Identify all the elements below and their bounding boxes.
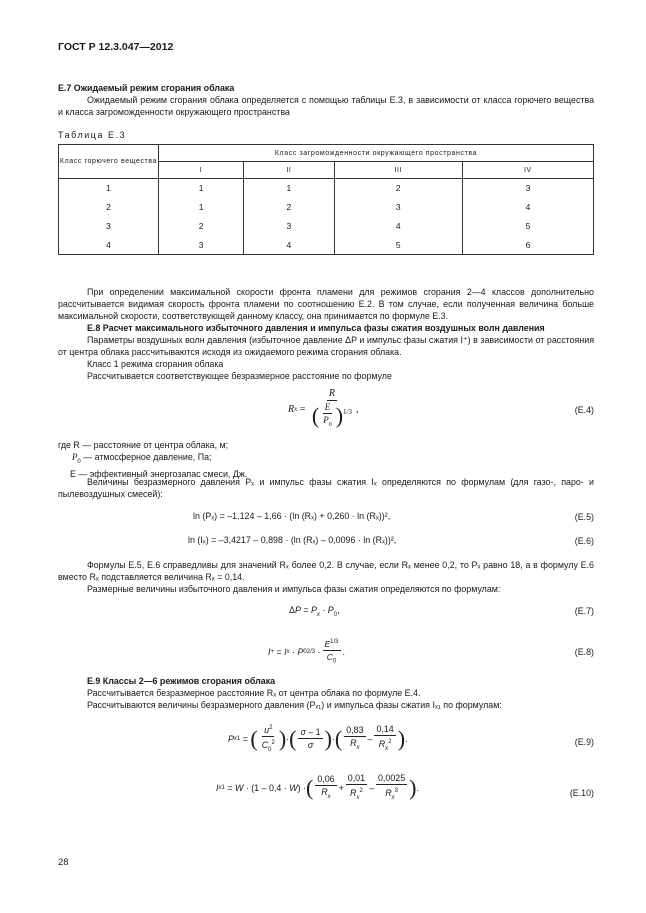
equation-label-e6: (Е.6) [574, 536, 594, 546]
formula-e7: $\Delta P = P_x \cdot P_0$, [289, 605, 340, 618]
table-cell: 6 [462, 236, 593, 255]
section-e8-title: Е.8 Расчет максимального избыточного давления и импульса фазы сжатия воздушных волн давления [87, 323, 545, 333]
table-cell: 4 [334, 217, 462, 236]
section-e7-title: Е.7 Ожидаемый режим сгорания облака [58, 83, 235, 93]
table-col1-header: Класс горючего вещества [59, 145, 159, 179]
table-cell: 4 [59, 236, 159, 255]
paragraph-dimensional: Размерные величины избыточного давления и импульса фазы сжатия определяются по формулам: [87, 584, 501, 594]
table-cell: 5 [462, 217, 593, 236]
formula-e4: R x = R ( $\frac{E}{P_0}$ )$^{1/3}$ , [288, 388, 359, 428]
section-e9-title: Е.9 Классы 2—6 режимов сгорания облака [87, 676, 276, 686]
table-cell: 3 [59, 217, 159, 236]
formula-e8: I + = I x · P 0 2/3 · $\frac{E^{1/3}}{C_0}$ . [268, 636, 345, 668]
table-cell: 1 [159, 179, 244, 198]
document-header: ГОСТ Р 12.3.047—2012 [58, 41, 174, 53]
paragraph-after-table: При определении максимальной скорости фронта пламени для режимов сгорания 2—4 классов дополнительно рассчитывается видимая скорость фронта пламени по соотношению Е.2. В том случае, если полученная величина больше максимальной скорости, соответствующей данному классу, она принимается по формуле Е.3. [58, 287, 594, 322]
definitions: где R — расстояние от центра облака, м; $P_0$ — атмосферное давление, Па; E — эффективный энергозапас смеси, Дж. [58, 440, 248, 480]
table-subheader: III [334, 162, 462, 179]
table-e3 [58, 144, 594, 255]
table-cell: 1 [159, 198, 244, 217]
formula-e10: I x1 = W · (1 – 0,4 · W ) · ( $\frac{0,06}{R_x}$ + $\frac{0,01}{R_x^2}$ – $\frac{0,0025}{R_x^3}$ ) . [216, 773, 419, 801]
table-cell: 4 [244, 236, 334, 255]
table-subheader: II [244, 162, 334, 179]
table-cell: 3 [334, 198, 462, 217]
table-cell: 1 [244, 179, 334, 198]
table-subheader: IV [462, 162, 593, 179]
table-cell: 2 [244, 198, 334, 217]
equation-label-e9: (Е.9) [574, 737, 594, 747]
section-e9-p1: Рассчитывается безразмерное расстояние Rₓ от центра облака по формуле Е.4. [87, 688, 421, 698]
definition-e: E — эффективный энергозапас смеси, Дж. [70, 469, 248, 480]
section-e9-p2: Рассчитываются величины безразмерного давления (Pₓ₁) и импульса фазы сжатия Iₓ₁ по формулам: [87, 700, 502, 710]
table-subheader: I [159, 162, 244, 179]
table-cell: 1 [59, 179, 159, 198]
equation-label-e7: (Е.7) [574, 606, 594, 616]
equation-label-e8: (Е.8) [574, 647, 594, 657]
equation-label-e4: (Е.4) [574, 405, 594, 415]
section-e8-p1: Параметры воздушных волн давления (избыточное давление ΔP и импульс фазы сжатия I⁺) в зависимости от расстояния от центра облака рассчитываются исходя из ожидаемого режима сгорания облака. [58, 335, 594, 358]
section-e8-p3: Рассчитывается соответствующее безразмерное расстояние по формуле [87, 371, 392, 381]
definition-r: R — расстояние от центра облака, м; [73, 440, 229, 450]
table-cell: 5 [334, 236, 462, 255]
formula-e6: ln (Iₓ) = –3,4217 – 0,898 · (ln (Rₓ) – 0,0096 · ln (Rₓ))², [188, 535, 397, 545]
table-group-header: Класс загроможденности окружающего пространства [159, 145, 594, 162]
table-cell: 3 [244, 217, 334, 236]
table-cell: 3 [462, 179, 593, 198]
table-cell: 3 [159, 236, 244, 255]
paragraph-validity: Формулы Е.5, Е.6 справедливы для значений Rₓ более 0,2. В случае, если Rₓ менее 0,2, то Pₓ равно 18, а в формулу Е.6 вместо Rₓ подставляется величина Rₓ = 0,14. [58, 560, 594, 583]
definition-where: где [58, 440, 71, 450]
paragraph-values: Величины безразмерного давления Pₓ и импульс фазы сжатия Iₓ определяются по формулам (для газо-, паро- и пылевоздушных смесей): [58, 477, 594, 500]
table-cell: 2 [59, 198, 159, 217]
equation-label-e5: (Е.5) [574, 512, 594, 522]
table-cell: 4 [462, 198, 593, 217]
table-cell: 2 [334, 179, 462, 198]
definition-p0: — атмосферное давление, Па; [83, 452, 212, 463]
table-caption: Таблица Е.3 [58, 130, 127, 140]
section-e8-p2: Класс 1 режима сгорания облака [87, 359, 224, 369]
equation-label-e10: (Е.10) [569, 788, 594, 798]
formula-e9: P x1 = ( $\frac{u^2}{C_0^2}$ ) · ( $\frac{\sigma - 1}{\sigma}$ ) · ( $\frac{0,83}{R_x}$ – $\frac{0,14}{R_x^2}$ ) . [228, 723, 408, 753]
section-e7-text: Ожидаемый режим сгорания облака определяется с помощью таблицы Е.3, в зависимости от класса горючего вещества и класса загроможденности окружающего пространства [58, 95, 594, 118]
formula-e5: ln (Pₓ) = –1,124 – 1,66 · (ln (Rₓ) + 0,260 · ln (Rₓ))², [193, 511, 391, 521]
table-cell: 2 [159, 217, 244, 236]
page-number: 28 [58, 857, 69, 868]
